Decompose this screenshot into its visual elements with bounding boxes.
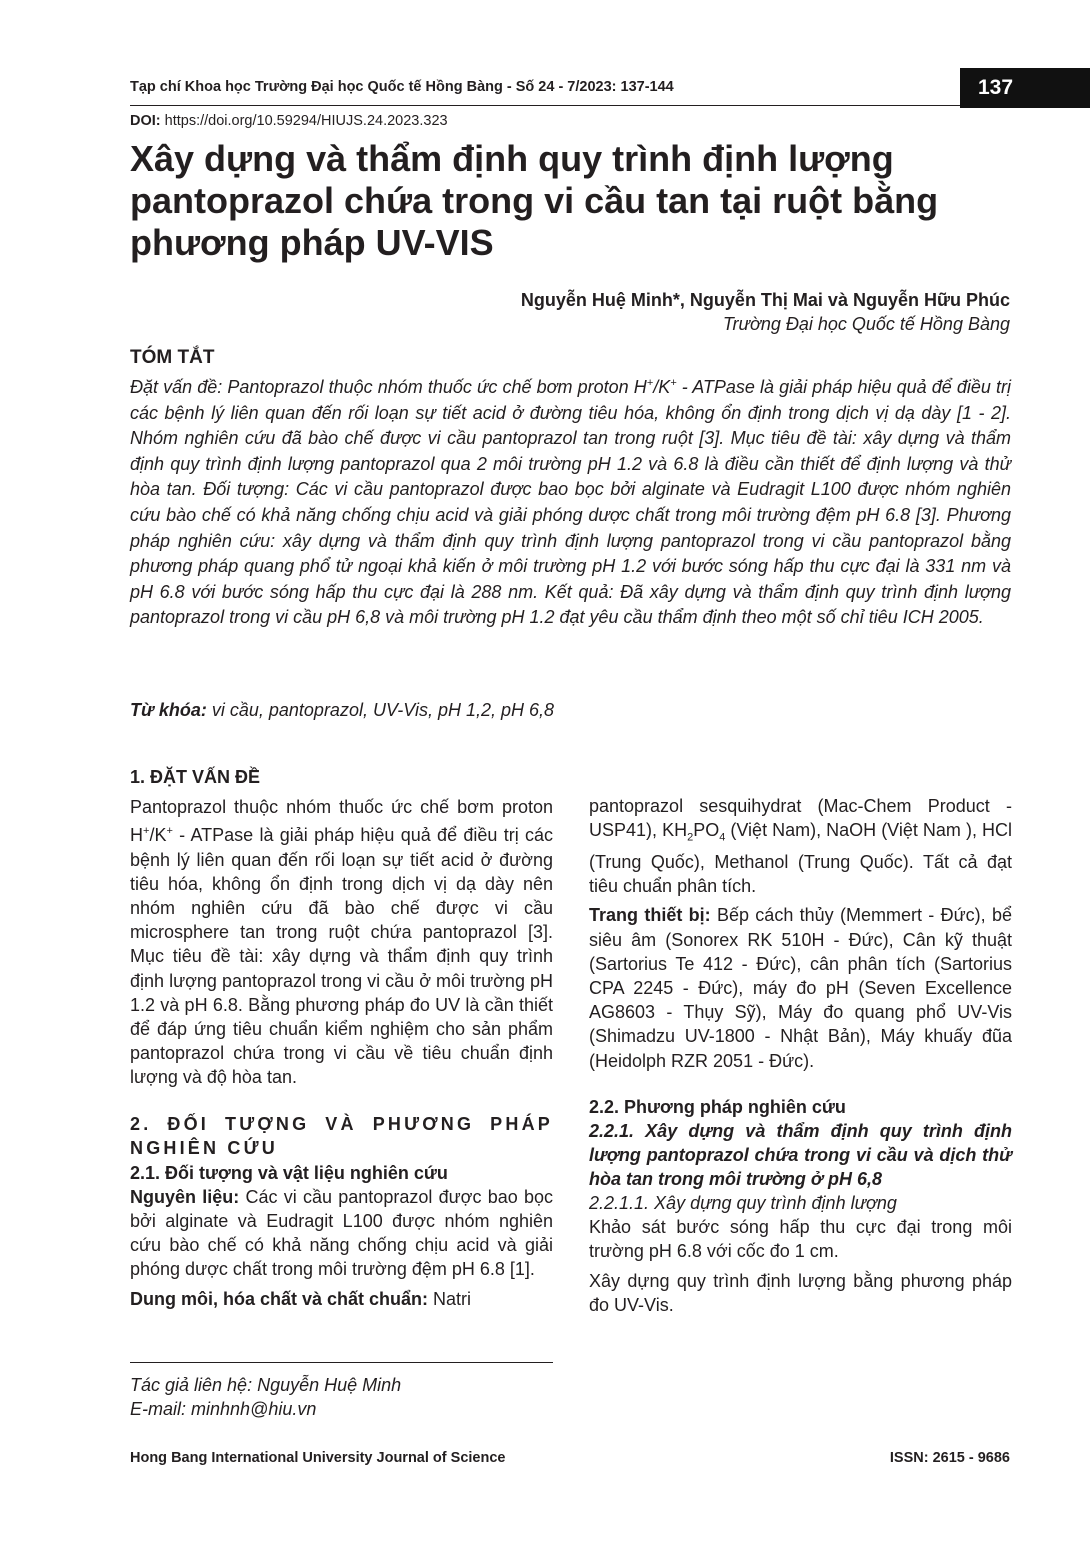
abstract-text: Đặt vấn đề: Pantoprazol thuộc nhóm thuốc ức chế bơm proton H+/K+ - ATPase là giải pháp hiệu quả để điều trị các bệnh lý liên quan đến rối loạn sự tiết acid ở đường tiêu hóa, không ổn định trong dịch vị dạ dày [1 - 2]. Nhóm nghiên cứu đã bào chế được vi cầu pantoprazol tan trong ruột [3]. Mục tiêu đề tài: xây dựng và thẩm định quy trình định lượng pantoprazol qua 2 môi trường pH 1.2 và 6.8 là điều cần thiết để định lượng và thử hòa tan. Đối tượng: Các vi cầu pantoprazol được bao bọc bởi alginate và Eudragit L100 được nhóm nghiên cứu bào chế có khả năng chống chịu acid và giải phóng dược chất trong môi trường đệm pH 6.8 [3]. Phương pháp nghiên cứu: xây dựng và thẩm định quy trình định lượng pantoprazol trong vi cầu pantoprazol bằng phương pháp quang phổ tử ngoại khả kiến ở môi trường pH 1.2 với bước sóng hấp thu cực đại là 331 nm và pH 6.8 với bước sóng hấp thu cực đại là 288 nm. Kết quả: Đã xây dựng và thẩm định quy trình định lượng pantoprazol trong vi cầu pH 6,8 và môi trường pH 1.2 đạt yêu cầu thẩm định theo một số chỉ tiêu ICH 2005. xyxy=(130,377,1011,628)
section-1-paragraph: Pantoprazol thuộc nhóm thuốc ức chế bơm proton H+/K+ - ATPase là giải pháp hiệu quả để điều trị các bệnh lý liên quan đến rối loạn sự tiết acid ở đường tiêu hóa, không ổn định trong dịch vị dạ dày nên nhóm nghiên cứu đã bào chế được vi cầu microsphere tan trong ruột chứa pantoprazol [3]. Mục tiêu đề tài: xây dựng và thẩm định quy trình định lượng pantoprazol trong vi cầu ở môi trường pH 1.2 và pH 6.8. Bằng phương pháp đo UV là cần thiết để đáp ứng tiêu chuẩn kiểm nghiệm cho sản phẩm pantoprazol chứa trong vi cầu về tiêu chuẩn định lượng và độ hòa tan. xyxy=(130,797,553,1088)
method-paragraph-1: Khảo sát bước sóng hấp thu cực đại trong môi trường pH 6.8 với cốc đo 1 cm. xyxy=(589,1217,1012,1262)
right-column xyxy=(589,794,1012,1317)
footer-journal-name: Hong Bang International University Journal of Science xyxy=(130,1450,506,1466)
footnote-divider xyxy=(130,1362,553,1363)
journal-citation: Tạp chí Khoa học Trường Đại học Quốc tế Hồng Bàng - Số 24 - 7/2023: 137-144 xyxy=(130,79,674,95)
chemicals-paragraph: pantoprazol sesquihydrat (Mac-Chem Product - USP41), $KH_2PO_4$ (Việt Nam), NaOH (Việt Nam ), HCl (Trung Quốc), Methanol (Trung Quốc). Tất cả đạt tiêu chuẩn phân tích. xyxy=(589,796,1012,897)
footer-issn: ISSN: 2615 - 9686 xyxy=(889,1450,1010,1466)
doi-label: DOI: xyxy=(130,113,161,129)
section-2-heading: 2. ĐỐI TƯỢNG VÀ PHƯƠNG PHÁP NGHIÊN CỨU xyxy=(130,1113,553,1158)
page-number-badge: 137 xyxy=(960,68,1090,108)
section-2-2-1-1-heading: 2.2.1.1. Xây dựng quy trình định lượng xyxy=(589,1193,897,1214)
solvents-paragraph: Dung môi, hóa chất và chất chuẩn: Natri xyxy=(130,1288,472,1309)
author-affiliation: Trường Đại học Quốc tế Hồng Bàng xyxy=(722,314,1010,334)
equipment-paragraph: Trang thiết bị: Bếp cách thủy (Memmert - Đức), bể siêu âm (Sonorex RK 510H - Đức), Cân kỹ thuật (Sartorius Te 412 - Đức), cân phân tích (Sartorius CPA 2245 - Đức), máy đo pH (Seven Excellence AG8603 - Thụy Sỹ), Máy đo quang phổ UV-Vis (Shimadzu UV-1800 - Nhật Bản), Máy khuấy đũa (Heidolph RZR 2051 - Đức). xyxy=(589,905,1012,1071)
left-column xyxy=(130,765,553,1311)
doi-link[interactable]: https://doi.org/10.59294/HIUJS.24.2023.323 xyxy=(160,113,448,129)
doi-line xyxy=(130,113,448,129)
article-title: Xây dựng và thẩm định quy trình định lượng pantoprazol chứa trong vi cầu tan tại ruột bằng phương pháp UV-VIS xyxy=(130,138,939,263)
method-paragraph-2: Xây dựng quy trình định lượng bằng phương pháp đo UV-Vis. xyxy=(589,1270,1012,1315)
section-2-1-heading: 2.1. Đối tượng và vật liệu nghiên cứu xyxy=(130,1162,448,1183)
corresponding-author-note xyxy=(130,1373,401,1421)
section-1-heading: 1. ĐẶT VẤN ĐỀ xyxy=(130,767,261,787)
corresponding-author: Tác giả liên hệ: Nguyễn Huệ Minh xyxy=(130,1375,402,1395)
keywords-label: Từ khóa: xyxy=(130,700,207,720)
keywords xyxy=(130,700,554,721)
author-list: Nguyễn Huệ Minh*, Nguyễn Thị Mai và Nguyễn Hữu Phúc xyxy=(520,290,1010,310)
raw-materials-paragraph: Nguyên liệu: Các vi cầu pantoprazol được bao bọc bởi alginate và Eudragit L100 được nhóm nghiên cứu bào chế có khả năng chống chịu acid và giải phóng dược chất trong môi trường đệm pH 6.8 [1]. xyxy=(130,1186,553,1280)
section-2-2-heading: 2.2. Phương pháp nghiên cứu xyxy=(589,1096,846,1117)
corresponding-email[interactable]: E-mail: minhnh@hiu.vn xyxy=(130,1399,317,1419)
header-divider xyxy=(130,105,960,106)
keywords-value: vi cầu, pantoprazol, UV-Vis, pH 1,2, pH 6,8 xyxy=(206,700,555,720)
section-2-2-1-heading: 2.2.1. Xây dựng và thẩm định quy trình định lượng pantoprazol chứa trong vi cầu và dịch thử hòa tan trong môi trường ở pH 6,8 xyxy=(589,1121,1012,1190)
abstract-heading: TÓM TẮT xyxy=(130,347,215,368)
